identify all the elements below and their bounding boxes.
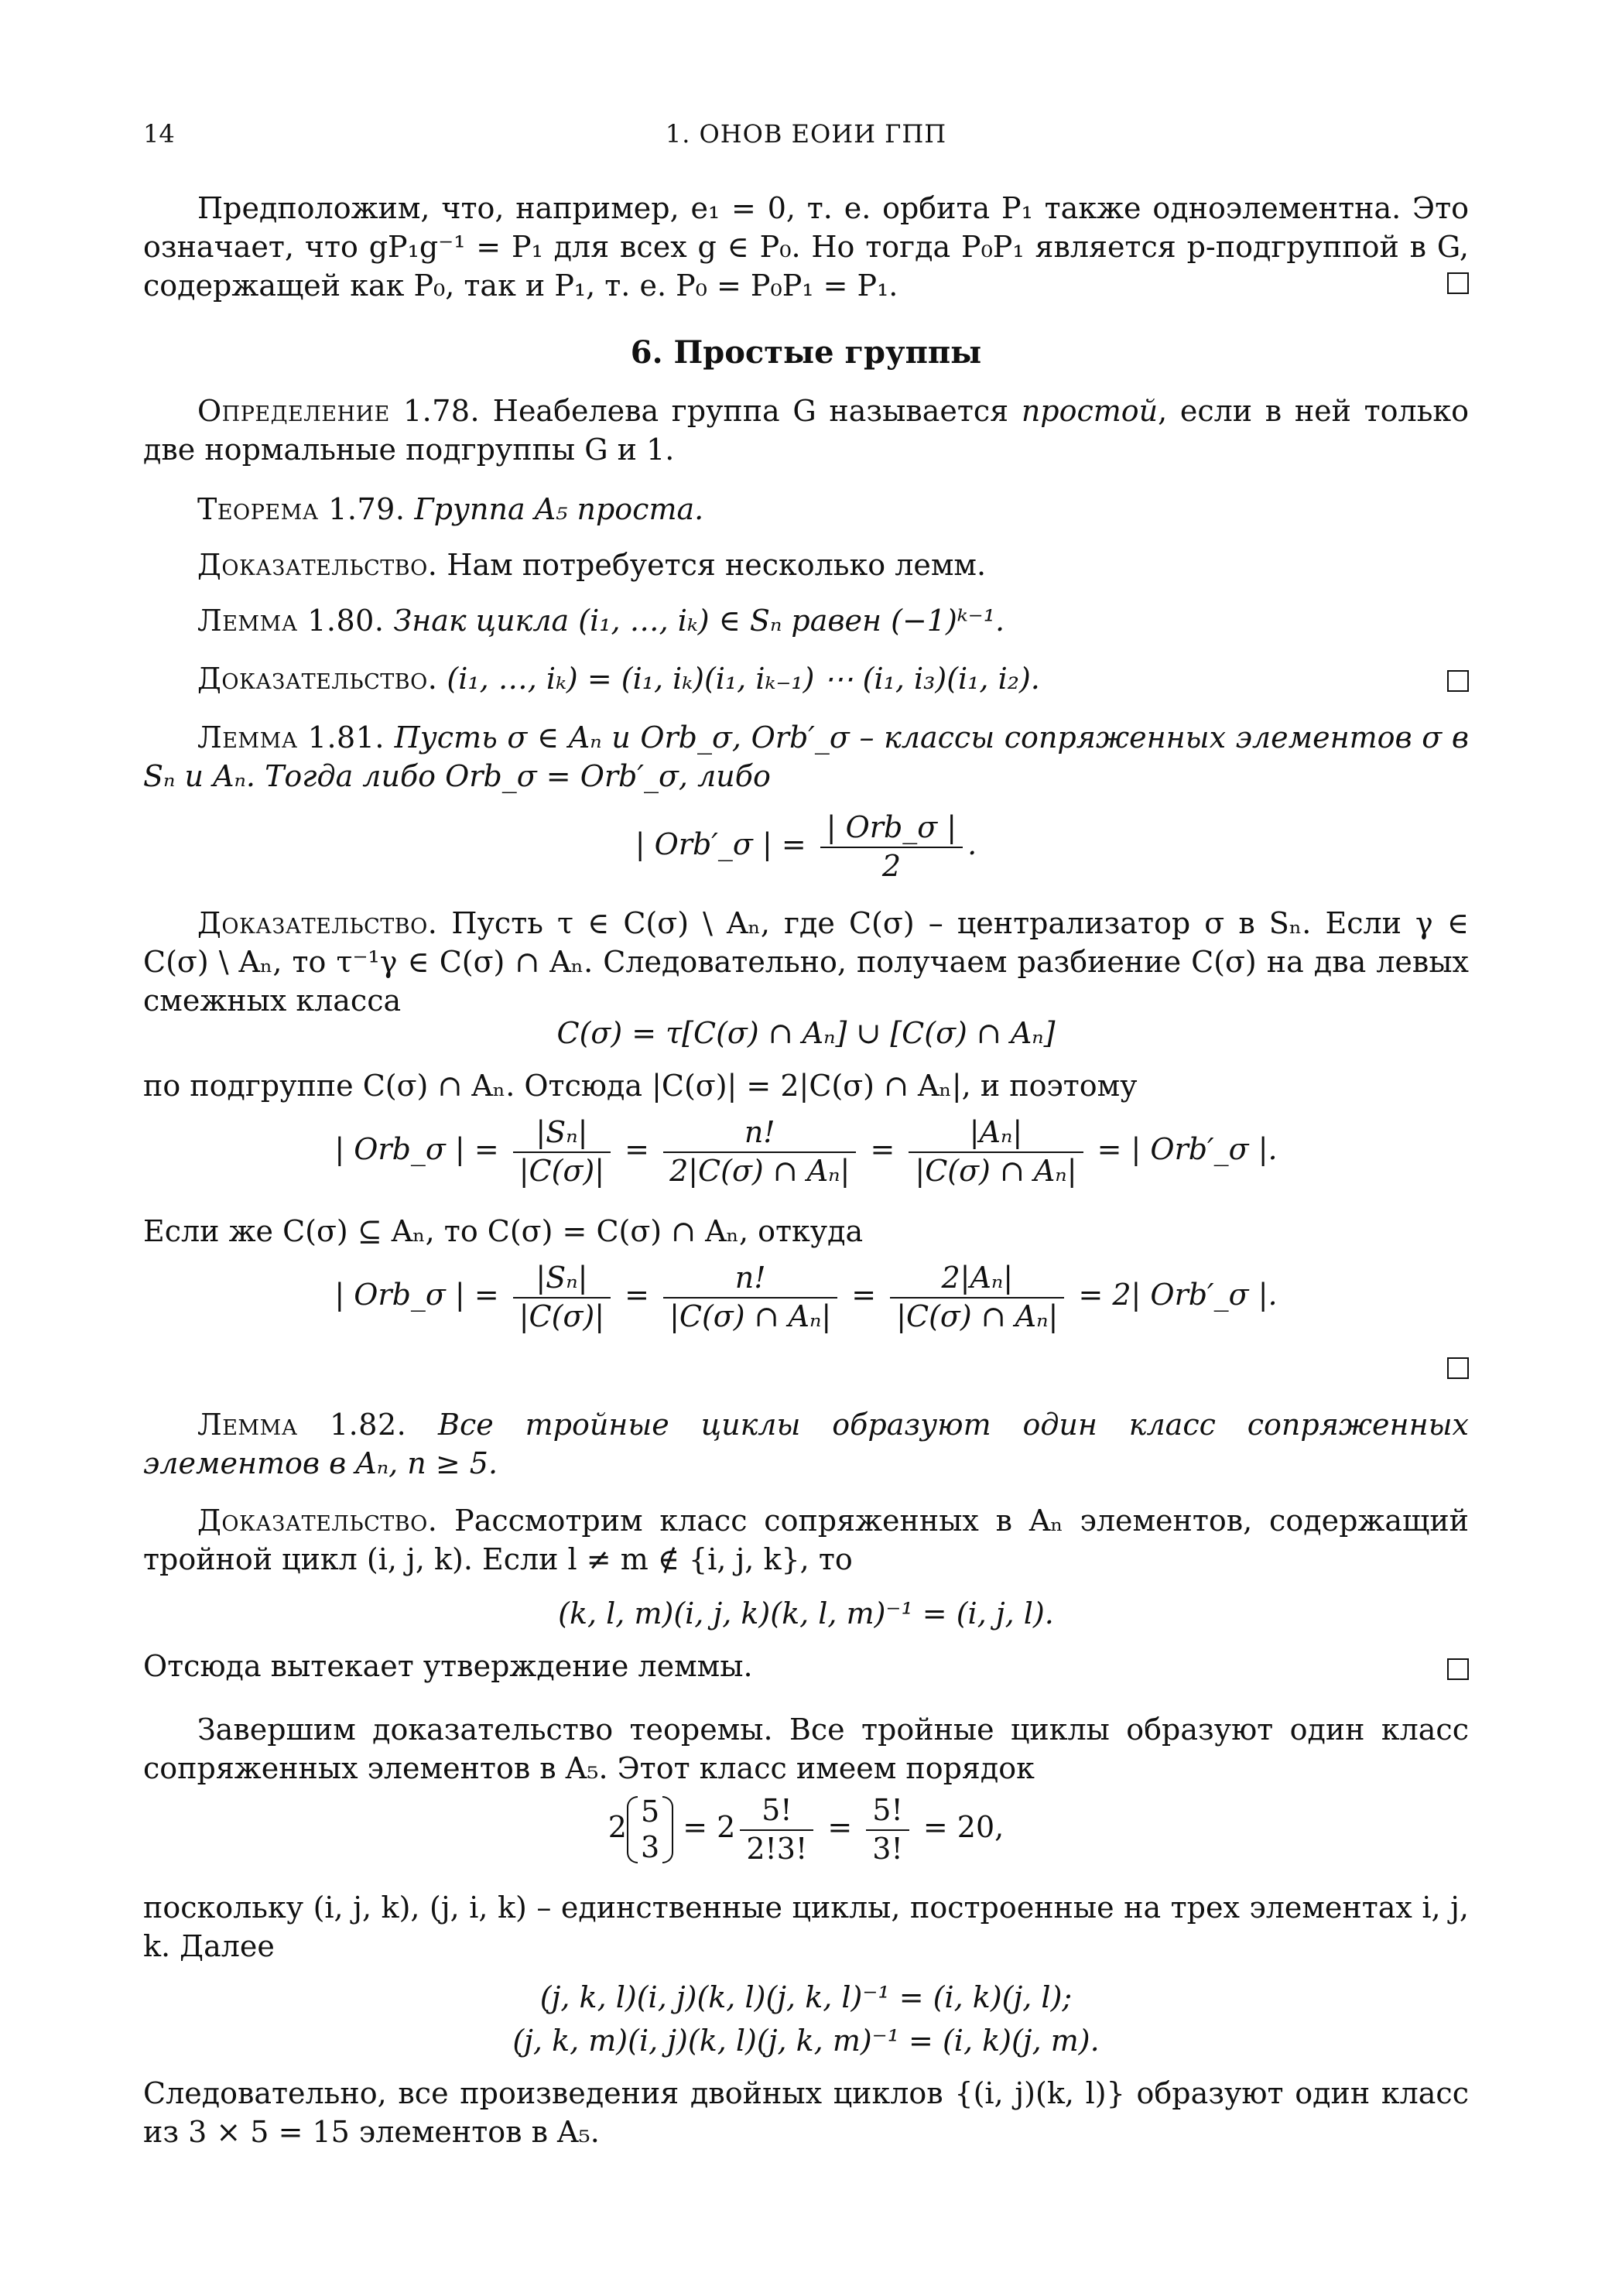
denominator: 2|C(σ) ∩ Aₙ| bbox=[669, 1153, 850, 1188]
numerator: |Aₙ| bbox=[909, 1114, 1083, 1153]
equals-sign: = bbox=[625, 1132, 649, 1166]
page-number: 14 bbox=[143, 119, 175, 149]
equation-orb-half bbox=[143, 809, 1469, 885]
theorem-text: Группа A₅ проста. bbox=[405, 492, 704, 526]
fraction bbox=[909, 1114, 1083, 1189]
lemma-text: Знак цикла (i₁, …, iₖ) ∈ Sₙ равен (−1)ᵏ⁻¹. bbox=[384, 604, 1005, 638]
lemma-label: Лемма 1.80. bbox=[197, 604, 385, 638]
equation-triple-cycle: (k, l, m)(i, j, k)(k, l, m)⁻¹ = (i, j, l). bbox=[558, 1596, 1054, 1630]
denominator: |C(σ) ∩ Aₙ| bbox=[915, 1153, 1077, 1188]
fraction bbox=[513, 1260, 611, 1335]
numerator: n! bbox=[663, 1114, 856, 1153]
definition-1-78 bbox=[143, 392, 1469, 469]
denominator: 2 bbox=[881, 848, 902, 883]
denominator: |C(σ)| bbox=[519, 1299, 605, 1333]
numerator: |Sₙ| bbox=[513, 1260, 611, 1299]
finish-paragraph: Завершим доказательство теоремы. Все тройные циклы образуют один класс сопряженных элементов в A₅. Этот класс имеем порядок bbox=[143, 1713, 1469, 1786]
lemma-follows-paragraph: Отсюда вытекает утверждение леммы. bbox=[143, 1649, 753, 1683]
denominator: |C(σ) ∩ Aₙ| bbox=[896, 1299, 1059, 1333]
numerator: | Orb_σ | bbox=[820, 809, 963, 848]
proof-formula: (i₁, …, iₖ) = (i₁, iₖ)(i₁, iₖ₋₁) ⋯ (i₁, i₃)(i₁, i₂). bbox=[437, 662, 1040, 696]
denominator: |C(σ) ∩ Aₙ| bbox=[669, 1299, 832, 1333]
equation-lhs: | Orb′_σ | = bbox=[635, 827, 806, 861]
qed-symbol bbox=[1447, 1658, 1469, 1680]
denominator: |C(σ)| bbox=[519, 1153, 605, 1188]
qed-symbol bbox=[1447, 670, 1469, 692]
lemma-1-81 bbox=[143, 718, 1469, 796]
definition-term: простой bbox=[1021, 394, 1159, 428]
theorem-1-79 bbox=[143, 490, 1469, 529]
proof-1-81 bbox=[143, 904, 1469, 1020]
section-title: 6. Простые группы bbox=[630, 334, 982, 371]
denominator: 2!3! bbox=[746, 1831, 808, 1866]
denominator: 3! bbox=[872, 1831, 903, 1866]
subgroup-paragraph: по подгруппе C(σ) ∩ Aₙ. Отсюда |C(σ)| = 2|C(σ) ∩ Aₙ|, и поэтому bbox=[143, 1069, 1138, 1103]
intro-paragraph: Предположим, что, например, e₁ = 0, т. е. орбита P₁ также одноэлементна. Это означает, что gP₁g⁻¹ = P₁ для всех g ∈ P₀. Но тогда P₀P₁ является p-подгруппой в G, содержащей как P₀, так и P₁, т. е. P₀ = P₀P₁ = P₁. bbox=[143, 191, 1469, 303]
equation-orb-2 bbox=[143, 1260, 1469, 1335]
proof-text: Нам потребуется несколько лемм. bbox=[437, 548, 987, 582]
numerator: |Sₙ| bbox=[513, 1114, 611, 1153]
equation-partition: C(σ) = τ[C(σ) ∩ Aₙ] ∪ [C(σ) ∩ Aₙ] bbox=[556, 1016, 1056, 1050]
fraction bbox=[866, 1792, 909, 1867]
equals-sign: = bbox=[851, 1278, 877, 1312]
proof-label: Доказательство. bbox=[197, 906, 438, 940]
fraction bbox=[740, 1792, 813, 1867]
equals-sign: = bbox=[827, 1810, 853, 1844]
equation-double-cycle-2: (j, k, m)(i, j)(k, l)(j, k, m)⁻¹ = (i, k)(j, m). bbox=[512, 2024, 1100, 2058]
lemma-text: Все тройные циклы образуют один класс сопряженных элементов в Aₙ, n ≥ 5. bbox=[143, 1408, 1469, 1481]
numerator: 2|Aₙ| bbox=[890, 1260, 1064, 1299]
qed-symbol bbox=[1447, 272, 1469, 294]
qed-symbol bbox=[1447, 1357, 1469, 1379]
fraction bbox=[663, 1260, 837, 1335]
equation-orb-1 bbox=[143, 1114, 1469, 1189]
fraction bbox=[890, 1260, 1064, 1335]
definition-text-a: Неабелева группа G называется bbox=[480, 394, 1022, 428]
proof-text: Рассмотрим класс сопряженных в Aₙ элементов, содержащий тройной цикл (i, j, k). Если l ≠ m ∉ {i, j, k}, то bbox=[143, 1504, 1469, 1577]
proof-text: Пусть τ ∈ C(σ) \ Aₙ, где C(σ) – централизатор σ в Sₙ. Если γ ∈ C(σ) \ Aₙ, то τ⁻¹γ ∈ C(σ) ∩ Aₙ. Следовательно, получаем разбиение C(σ) на два левых смежных класса bbox=[143, 906, 1469, 1018]
proof-label: Доказательство. bbox=[197, 548, 438, 582]
proof-label: Доказательство. bbox=[197, 1504, 438, 1538]
binomial-top: 5 bbox=[640, 1794, 660, 1829]
numerator: 5! bbox=[740, 1792, 813, 1831]
lemma-1-80 bbox=[143, 601, 1469, 640]
equation-binomial bbox=[143, 1792, 1469, 1867]
proof-1-79-intro bbox=[143, 546, 1469, 584]
binomial-bottom: 3 bbox=[640, 1829, 660, 1864]
proof-1-80 bbox=[143, 659, 1469, 698]
definition-text-b: , если в ней только две нормальные подгруппы G и 1. bbox=[143, 394, 1470, 467]
equation-lhs: | Orb_σ | = bbox=[334, 1278, 499, 1312]
equals-sign: = bbox=[625, 1278, 649, 1312]
fraction bbox=[663, 1114, 856, 1189]
equation-rhs: = 20, bbox=[922, 1810, 1005, 1844]
numerator: n! bbox=[663, 1260, 837, 1299]
running-title: 1. ОНОВ ЕОИИ ГПП bbox=[665, 119, 947, 149]
equals-two: = 2 bbox=[683, 1810, 736, 1844]
equals-sign: = bbox=[870, 1132, 895, 1166]
conclusion-paragraph: Следовательно, все произведения двойных циклов {(i, j)(k, l)} образуют один класс из 3 × 5 = 15 элементов в A₅. bbox=[143, 2076, 1469, 2150]
definition-label: Определение 1.78. bbox=[197, 394, 481, 428]
lemma-label: Лемма 1.82. bbox=[197, 1408, 407, 1442]
proof-label: Доказательство. bbox=[197, 662, 438, 696]
equation-double-cycle-1: (j, k, l)(i, j)(k, l)(j, k, l)⁻¹ = (i, k)(j, l); bbox=[539, 1980, 1073, 2014]
equation-rhs: = 2| Orb′_σ |. bbox=[1078, 1278, 1278, 1312]
binomial bbox=[627, 1795, 673, 1865]
coefficient: 2 bbox=[607, 1810, 627, 1844]
lemma-1-82 bbox=[143, 1405, 1469, 1483]
lemma-label: Лемма 1.81. bbox=[197, 720, 385, 754]
fraction bbox=[513, 1114, 611, 1189]
theorem-label: Теорема 1.79. bbox=[197, 492, 406, 526]
fraction bbox=[820, 809, 963, 885]
equation-lhs: | Orb_σ | = bbox=[334, 1132, 499, 1166]
else-paragraph: Если же C(σ) ⊆ Aₙ, то C(σ) = C(σ) ∩ Aₙ, откуда bbox=[143, 1214, 864, 1248]
since-paragraph: поскольку (i, j, k), (j, i, k) – единственные циклы, построенные на трех элементах i, j, k. Далее bbox=[143, 1891, 1469, 1964]
numerator: 5! bbox=[866, 1792, 909, 1831]
lemma-text: Пусть σ ∈ Aₙ и Orb_σ, Orb′_σ – классы сопряженных элементов σ в Sₙ и Aₙ. Тогда либо Orb_σ = Orb′_σ, либо bbox=[143, 720, 1469, 794]
equation-rhs: = | Orb′_σ |. bbox=[1097, 1132, 1278, 1166]
proof-1-82 bbox=[143, 1501, 1469, 1579]
equation-tail: . bbox=[967, 827, 977, 861]
